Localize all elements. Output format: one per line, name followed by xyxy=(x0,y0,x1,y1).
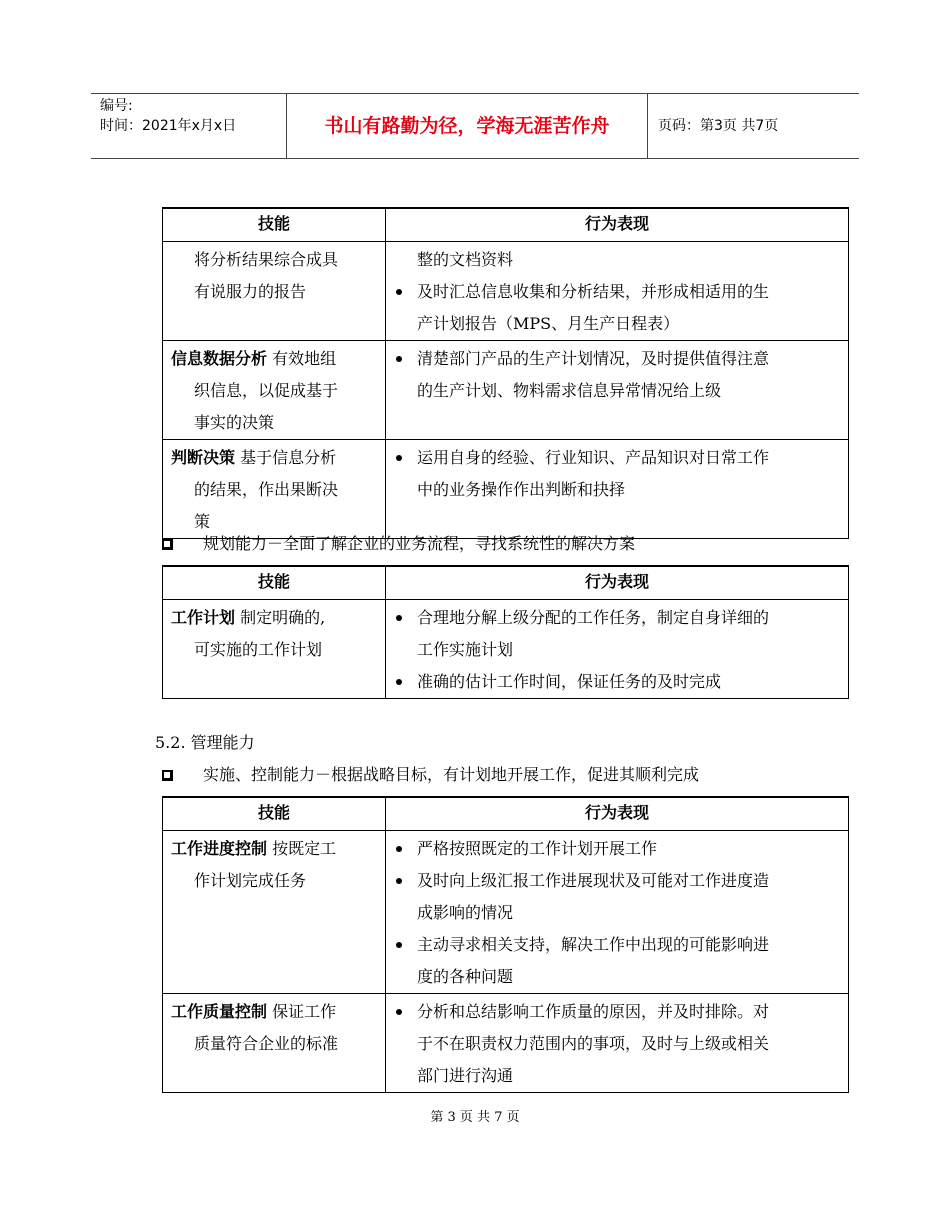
behavior-cell xyxy=(386,241,849,340)
section-execution xyxy=(162,764,699,786)
behavior-text: 度的各种问题 xyxy=(417,966,514,986)
behavior-text: 准确的估计工作时间，保证任务的及时完成 xyxy=(417,671,722,691)
page-footer: 第 3 页 共 7 页 xyxy=(430,1110,520,1125)
table-row xyxy=(163,241,849,340)
document-time-label: 时间：2021年x月x日 xyxy=(100,118,237,134)
list-item xyxy=(394,602,840,666)
skill-text: 可实施的工作计划 xyxy=(194,639,323,659)
behavior-text: 成影响的情况 xyxy=(417,902,514,922)
behavior-text: 运用自身的经验、行业知识、产品知识对日常工作 xyxy=(417,447,770,467)
bullet-icon xyxy=(396,679,402,685)
checkbox-square-icon xyxy=(162,770,173,781)
list-item xyxy=(394,929,840,993)
skill-text: 策 xyxy=(194,511,211,531)
list-item xyxy=(394,666,840,698)
skill-text: 将分析结果综合成具 xyxy=(194,249,339,269)
behavior-text: 主动寻求相关支持，解决工作中出现的可能影响进 xyxy=(417,934,770,954)
behavior-cell xyxy=(386,439,849,538)
column-header-behavior: 行为表现 xyxy=(386,208,849,241)
header-page-label: 页码：第3页 共7页 xyxy=(658,118,779,134)
bullet-icon xyxy=(396,846,402,852)
behavior-text: 于不在职责权力范围内的事项，及时与上级或相关 xyxy=(417,1033,770,1053)
skill-text: 按既定工 xyxy=(267,838,337,858)
behavior-text: 清楚部门产品的生产计划情况，及时提供值得注意 xyxy=(417,348,770,368)
list-item xyxy=(394,276,840,340)
column-header-behavior: 行为表现 xyxy=(386,566,849,599)
behavior-cell xyxy=(386,599,849,698)
skill-text: 事实的决策 xyxy=(194,412,275,432)
column-header-behavior: 行为表现 xyxy=(386,797,849,830)
skills-table-1 xyxy=(162,207,849,539)
section-planning xyxy=(162,533,635,555)
section-management-heading: 5.2. 管理能力 xyxy=(155,733,255,752)
list-item xyxy=(394,833,840,865)
behavior-cell xyxy=(386,993,849,1092)
checkbox-square-icon xyxy=(162,539,173,550)
skill-cell xyxy=(163,599,386,698)
skill-cell xyxy=(163,340,386,439)
behavior-text: 工作实施计划 xyxy=(417,639,514,659)
skill-text: 有效地组 xyxy=(267,348,337,368)
table-row xyxy=(163,830,849,993)
table-row xyxy=(163,340,849,439)
behavior-cell xyxy=(386,340,849,439)
skills-table-2 xyxy=(162,565,849,699)
skill-text: 织信息，以促成基于 xyxy=(194,380,339,400)
skill-text: 作计划完成任务 xyxy=(194,870,307,890)
page-header xyxy=(91,93,859,159)
skill-keyword: 工作计划 xyxy=(171,607,236,627)
table-row xyxy=(163,439,849,538)
bullet-icon xyxy=(396,615,402,621)
section-execution-text: 实施、控制能力－根据战略目标，有计划地开展工作，促进其顺利完成 xyxy=(203,765,700,784)
column-header-skill: 技能 xyxy=(163,566,386,599)
skill-cell xyxy=(163,830,386,993)
behavior-text: 产计划报告（MPS、月生产日程表） xyxy=(417,313,680,333)
skill-keyword: 信息数据分析 xyxy=(171,348,268,368)
behavior-text: 整的文档资料 xyxy=(417,249,514,269)
list-item xyxy=(394,865,840,929)
header-meta xyxy=(91,94,286,158)
skill-text: 制定明确的, xyxy=(235,607,326,627)
behavior-text: 严格按照既定的工作计划开展工作 xyxy=(417,838,658,858)
skill-text: 保证工作 xyxy=(267,1001,337,1021)
document-number-label: 编号: xyxy=(100,98,133,114)
behavior-cell xyxy=(386,830,849,993)
bullet-icon xyxy=(396,455,402,461)
skill-keyword: 工作进度控制 xyxy=(171,838,268,858)
header-motto: 书山有路勤为径，学海无涯苦作舟 xyxy=(286,94,648,158)
table-row xyxy=(163,599,849,698)
skills-table-3 xyxy=(162,796,849,1093)
behavior-text: 中的业务操作作出判断和抉择 xyxy=(417,479,626,499)
behavior-text: 分析和总结影响工作质量的原因，并及时排除。对 xyxy=(417,1001,770,1021)
behavior-text: 及时汇总信息收集和分析结果，并形成相适用的生 xyxy=(417,281,770,301)
list-item xyxy=(394,442,840,506)
skill-text: 的结果，作出果断决 xyxy=(194,479,339,499)
behavior-text: 部门进行沟通 xyxy=(417,1065,514,1085)
section-planning-text: 规划能力－全面了解企业的业务流程，寻找系统性的解决方案 xyxy=(203,534,636,553)
list-item xyxy=(394,343,840,407)
bullet-icon xyxy=(396,356,402,362)
bullet-icon xyxy=(396,289,402,295)
skill-text: 质量符合企业的标准 xyxy=(194,1033,339,1053)
skill-keyword: 判断决策 xyxy=(171,447,236,467)
table-row xyxy=(163,993,849,1092)
behavior-text: 合理地分解上级分配的工作任务，制定自身详细的 xyxy=(417,607,770,627)
behavior-text: 及时向上级汇报工作进展现状及可能对工作进度造 xyxy=(417,870,770,890)
column-header-skill: 技能 xyxy=(163,208,386,241)
skill-text: 有说服力的报告 xyxy=(194,281,307,301)
behavior-text: 的生产计划、物料需求信息异常情况给上级 xyxy=(417,380,722,400)
bullet-icon xyxy=(396,1009,402,1015)
bullet-icon xyxy=(396,878,402,884)
bullet-icon xyxy=(396,942,402,948)
skill-keyword: 工作质量控制 xyxy=(171,1001,268,1021)
column-header-skill: 技能 xyxy=(163,797,386,830)
skill-cell xyxy=(163,241,386,340)
list-item xyxy=(394,996,840,1092)
skill-cell xyxy=(163,993,386,1092)
skill-text: 基于信息分析 xyxy=(235,447,337,467)
skill-cell xyxy=(163,439,386,538)
